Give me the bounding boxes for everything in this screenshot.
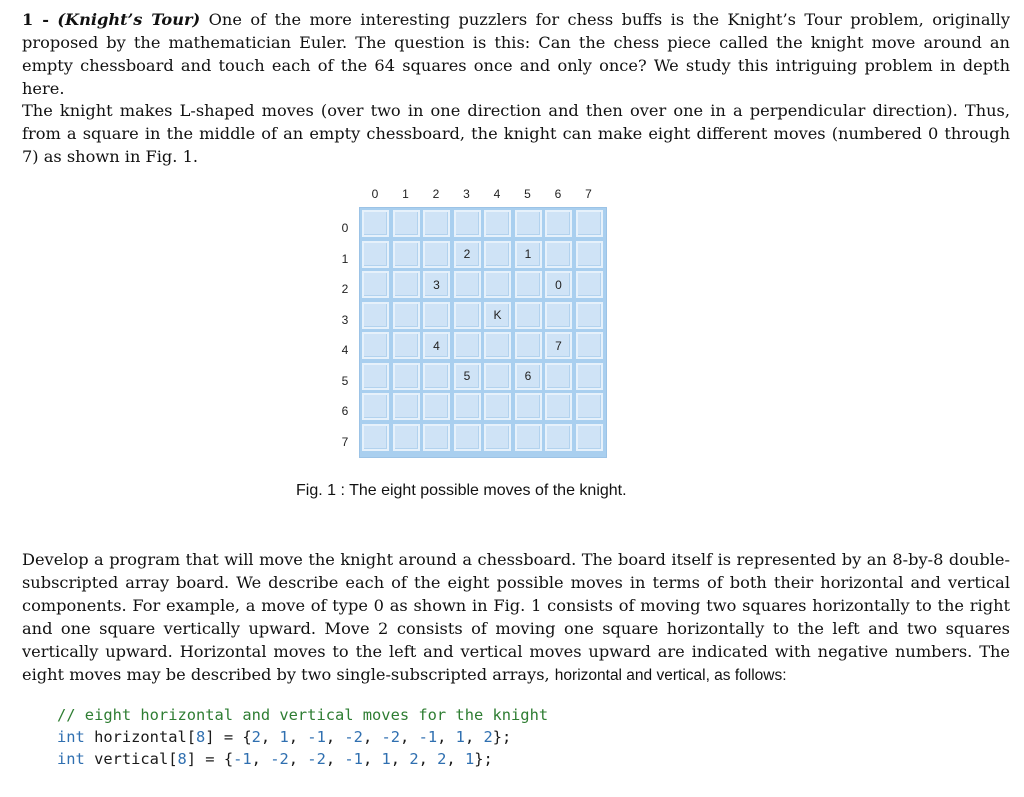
- row-label: 0: [341, 221, 349, 235]
- problem-number: 1 -: [22, 10, 49, 29]
- board-square: [576, 393, 603, 420]
- board-square: [484, 424, 511, 451]
- code-punctuation: ,: [446, 750, 465, 768]
- move-number: 2: [463, 247, 471, 261]
- code-punctuation: ,: [325, 728, 345, 746]
- move-number: 5: [463, 369, 471, 383]
- code-number: 1: [381, 750, 391, 768]
- code-punctuation: ,: [325, 750, 345, 768]
- board-square: [393, 363, 420, 390]
- move-number: 4: [433, 338, 440, 353]
- board-square: [515, 302, 542, 329]
- column-label: 0: [371, 187, 379, 201]
- board-square: [576, 332, 603, 359]
- code-keyword: int: [57, 728, 85, 746]
- code-punctuation: ,: [251, 750, 271, 768]
- board-square: [454, 302, 481, 329]
- board-square: [576, 271, 603, 298]
- code-number: 1: [279, 728, 289, 746]
- move-number: 7: [555, 338, 562, 353]
- move-number: 3: [433, 277, 440, 292]
- code-punctuation: ,: [288, 728, 308, 746]
- board-square: [362, 393, 389, 420]
- code-comment: // eight horizontal and vertical moves for the knight: [57, 706, 549, 724]
- board-square: [423, 393, 450, 420]
- board-square: [545, 302, 572, 329]
- board-square: [454, 241, 481, 268]
- code-punctuation: ,: [288, 750, 308, 768]
- board-square: [393, 332, 420, 359]
- board-square: [545, 210, 572, 237]
- board-square: [362, 424, 389, 451]
- problem-title: (Knight’s Tour): [57, 10, 201, 29]
- move-number: 1: [524, 247, 532, 261]
- task-text-arrays: horizontal and vertical, as follows:: [554, 667, 787, 684]
- code-punctuation: ,: [362, 750, 382, 768]
- board-square: [362, 271, 389, 298]
- board-square: [393, 302, 420, 329]
- code-punctuation: ,: [390, 750, 410, 768]
- row-label: 2: [341, 282, 349, 296]
- board-square: [454, 363, 481, 390]
- board-square: [576, 424, 603, 451]
- task-text: Develop a program that will move the knight around a chessboard. The board itself is represented by an 8-by-8 double-subscripted array board. We describe each of the eight possible moves in terms of both their horizontal and vertical components. For example, a move of type 0 as shown in Fig. 1 consists of moving two squares horizontally to the right and one square vertically upward. Move 2 consists of moving one square horizontally to the left and two squares vertically upward. Horizontal moves to the left and vertical moves upward are indicated with negative numbers. The eight moves may be described by two single-subscripted arrays,: [22, 550, 1010, 684]
- board-square: [393, 393, 420, 420]
- code-number: -2: [381, 728, 401, 746]
- column-label: 6: [554, 187, 562, 201]
- board-square: [362, 302, 389, 329]
- column-label: 4: [493, 187, 501, 201]
- board-square: [454, 393, 481, 420]
- code-number: 8: [196, 728, 206, 746]
- move-number: 0: [555, 277, 562, 292]
- column-label: 5: [524, 187, 531, 201]
- board-square: [545, 424, 572, 451]
- board-square: [393, 241, 420, 268]
- column-label: 7: [585, 187, 592, 201]
- code-keyword: int: [57, 750, 85, 768]
- board-square: [576, 302, 603, 329]
- task-paragraph: [22, 548, 1010, 687]
- board-square: [362, 210, 389, 237]
- board-square: [484, 271, 511, 298]
- board-square: [545, 271, 572, 298]
- board-square: [362, 332, 389, 359]
- row-label: 3: [341, 312, 349, 327]
- board-square: [484, 302, 511, 329]
- code-number: 2: [409, 750, 419, 768]
- moves-paragraph: The knight makes L-shaped moves (over two in one direction and then over one in a perpendicular direction). Thus, from a square in the middle of an empty chessboard, the knight can make eight different moves (numbered 0 through 7) as shown in Fig. 1.: [22, 101, 1010, 166]
- board-square: [576, 363, 603, 390]
- board-square: [454, 210, 481, 237]
- board-square: [393, 424, 420, 451]
- board-square: [454, 271, 481, 298]
- code-punctuation: ,: [437, 728, 456, 746]
- board-square: [515, 271, 542, 298]
- board-square: [515, 210, 542, 237]
- board-square: [515, 241, 542, 268]
- code-number: -1: [307, 728, 326, 746]
- board-square: [454, 424, 481, 451]
- intro-text: One of the more interesting puzzlers for chess buffs is the Knight’s Tour problem, originally proposed by the mathematician Euler. The question is this: Can the chess piece called the knight move around an empty chessboard and touch each of the 64 squares once and only once? We study this intriguing problem in depth here.: [22, 10, 1010, 98]
- board-square: [515, 393, 542, 420]
- code-number: 2: [437, 750, 447, 768]
- knight-marker: K: [493, 308, 502, 322]
- code-punctuation: ,: [464, 728, 484, 746]
- board-square: [545, 393, 572, 420]
- column-label: 1: [402, 187, 409, 201]
- code-line-vertical: [57, 750, 493, 768]
- code-number: -2: [270, 750, 289, 768]
- board-square: [423, 332, 450, 359]
- board-square: [515, 332, 542, 359]
- row-label: 5: [341, 373, 349, 388]
- code-punctuation: ,: [362, 728, 382, 746]
- code-punctuation: };: [492, 728, 512, 746]
- board-square: [484, 393, 511, 420]
- row-label: 1: [341, 251, 349, 266]
- board-square: [484, 332, 511, 359]
- code-punctuation: ,: [418, 750, 438, 768]
- code-identifier: vertical[: [84, 750, 178, 768]
- column-label: 2: [432, 187, 440, 201]
- code-number: 8: [177, 750, 187, 768]
- code-identifier: horizontal[: [84, 728, 197, 746]
- board-square: [423, 210, 450, 237]
- code-number: -2: [344, 728, 363, 746]
- board-square: [484, 241, 511, 268]
- code-punctuation: ,: [400, 728, 419, 746]
- board-square: [454, 332, 481, 359]
- board-square: [515, 363, 542, 390]
- board-square: [576, 210, 603, 237]
- code-number: -1: [418, 728, 438, 746]
- code-number: -1: [233, 750, 252, 768]
- code-punctuation: };: [474, 750, 493, 768]
- board-square: [362, 363, 389, 390]
- board-square: [423, 241, 450, 268]
- code-number: -2: [307, 750, 326, 768]
- board-square: [423, 424, 450, 451]
- code-punctuation: ,: [260, 728, 280, 746]
- column-label: 3: [463, 187, 470, 201]
- row-label: 6: [341, 404, 349, 418]
- board-square: [515, 424, 542, 451]
- board-square: [423, 363, 450, 390]
- code-number: 1: [464, 750, 475, 768]
- board-square: [545, 363, 572, 390]
- board-square: [393, 271, 420, 298]
- code-number: 1: [455, 728, 465, 746]
- board-square: [484, 210, 511, 237]
- board-square: [423, 302, 450, 329]
- move-number: 6: [524, 369, 532, 383]
- chessboard: [359, 207, 607, 458]
- board-square: [576, 241, 603, 268]
- row-label: 7: [341, 434, 349, 449]
- row-label: 4: [341, 343, 349, 357]
- code-number: 2: [251, 728, 261, 746]
- code-number: -1: [344, 750, 363, 768]
- figure-caption: Fig. 1 : The eight possible moves of the knight.: [296, 482, 627, 499]
- code-block: [57, 704, 548, 770]
- code-number: 2: [483, 728, 493, 746]
- board-square: [393, 210, 420, 237]
- board-square: [545, 241, 572, 268]
- board-square: [484, 363, 511, 390]
- board-square: [362, 241, 389, 268]
- code-punctuation: ] = {: [205, 728, 252, 746]
- code-line-horizontal: [57, 728, 511, 746]
- board-square: [423, 271, 450, 298]
- board-square: [545, 332, 572, 359]
- code-punctuation: ] = {: [186, 750, 234, 768]
